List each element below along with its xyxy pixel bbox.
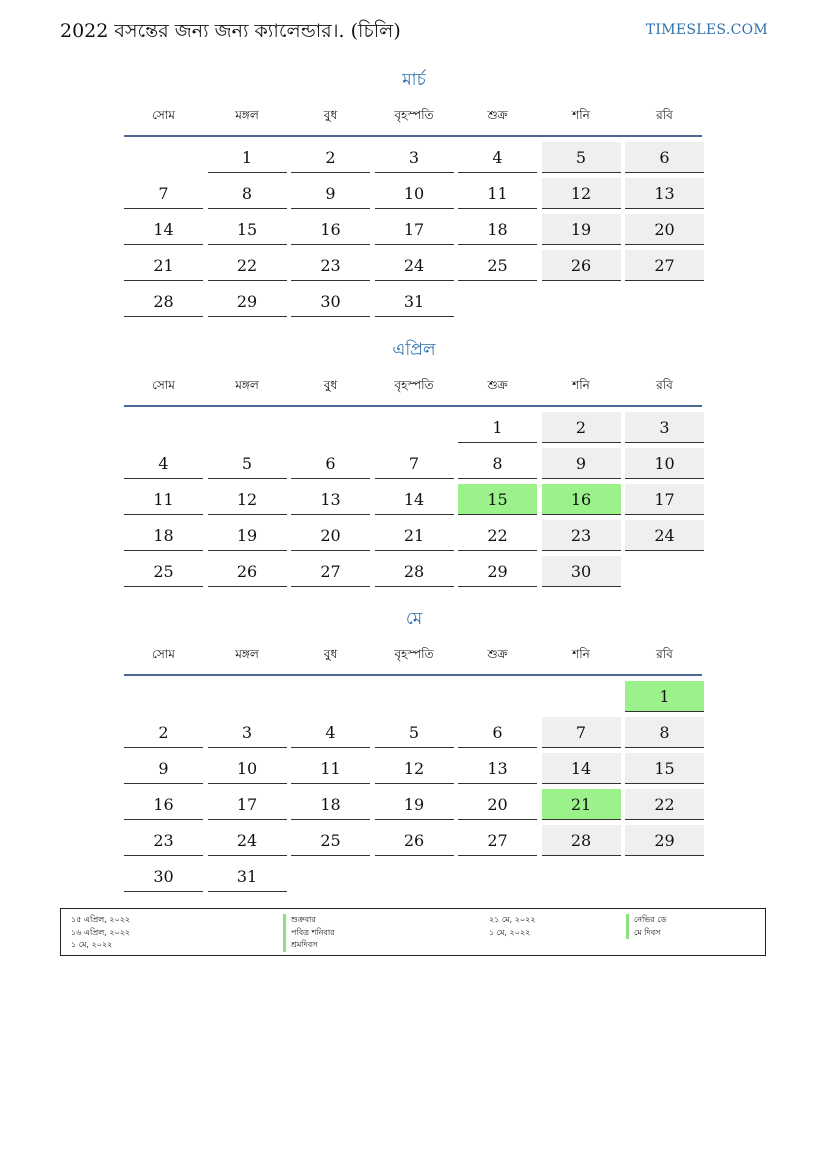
day-cell: 3 xyxy=(375,142,454,173)
day-cell: 4 xyxy=(458,142,537,173)
weekday-label: শনি xyxy=(572,378,590,392)
empty-cell xyxy=(124,142,203,173)
day-cell: 14 xyxy=(542,753,621,784)
day-cell: 13 xyxy=(625,178,704,209)
month-may xyxy=(124,605,704,892)
legend-holiday-name: নেভির ডে xyxy=(626,914,666,927)
header-rule xyxy=(124,135,702,137)
empty-cell xyxy=(124,412,203,443)
holiday-day-cell: 16 xyxy=(542,484,621,515)
weekday-label: মঙ্গল xyxy=(235,108,259,122)
day-cell: 24 xyxy=(208,825,287,856)
day-cell: 20 xyxy=(625,214,704,245)
weekday-label: রবি xyxy=(656,108,673,122)
day-cell: 17 xyxy=(625,484,704,515)
legend-date: ১ মে, ২০২২ xyxy=(71,940,113,949)
legend-holiday-name: মে দিবস xyxy=(626,927,666,940)
day-cell: 29 xyxy=(208,286,287,317)
day-cell: 5 xyxy=(375,717,454,748)
weekday-label: শনি xyxy=(572,647,590,661)
day-cell: 14 xyxy=(375,484,454,515)
holiday-legend xyxy=(60,908,766,956)
day-cell: 31 xyxy=(208,861,287,892)
legend-date: ২১ মে, ২০২২ xyxy=(489,915,536,924)
day-cell: 17 xyxy=(375,214,454,245)
day-cell: 22 xyxy=(625,789,704,820)
weekday-header xyxy=(124,639,704,669)
weekday-label: শনি xyxy=(572,108,590,122)
day-cell: 21 xyxy=(375,520,454,551)
empty-cell xyxy=(458,681,537,712)
empty-cell xyxy=(542,681,621,712)
weekday-label: বুধ xyxy=(323,647,338,661)
day-cell: 2 xyxy=(291,142,370,173)
day-cell: 1 xyxy=(208,142,287,173)
header-rule xyxy=(124,674,702,676)
day-cell: 23 xyxy=(124,825,203,856)
day-grid xyxy=(124,142,704,317)
day-cell: 10 xyxy=(208,753,287,784)
weekday-label: মঙ্গল xyxy=(235,647,259,661)
day-cell: 31 xyxy=(375,286,454,317)
day-cell: 3 xyxy=(208,717,287,748)
day-cell: 20 xyxy=(458,789,537,820)
holiday-day-cell: 15 xyxy=(458,484,537,515)
day-cell: 24 xyxy=(375,250,454,281)
day-cell: 21 xyxy=(124,250,203,281)
empty-cell xyxy=(375,412,454,443)
empty-cell xyxy=(124,681,203,712)
day-cell: 6 xyxy=(458,717,537,748)
day-cell: 28 xyxy=(375,556,454,587)
header-rule xyxy=(124,405,702,407)
day-cell: 12 xyxy=(542,178,621,209)
day-cell: 9 xyxy=(124,753,203,784)
day-cell: 25 xyxy=(458,250,537,281)
day-cell: 4 xyxy=(291,717,370,748)
weekday-label: বুধ xyxy=(323,378,338,392)
day-cell: 27 xyxy=(625,250,704,281)
legend-dates-right xyxy=(489,914,536,939)
day-cell: 26 xyxy=(208,556,287,587)
weekday-label: সোম xyxy=(152,108,175,122)
day-cell: 20 xyxy=(291,520,370,551)
month-title: মার্চ xyxy=(402,70,426,90)
day-cell: 4 xyxy=(124,448,203,479)
legend-names-right xyxy=(626,914,666,939)
weekday-label: শুক্র xyxy=(487,647,508,661)
day-cell: 11 xyxy=(124,484,203,515)
day-cell: 27 xyxy=(291,556,370,587)
legend-dates-left xyxy=(71,914,130,952)
month-march xyxy=(124,66,704,317)
weekday-header xyxy=(124,370,704,400)
day-cell: 19 xyxy=(542,214,621,245)
day-cell: 8 xyxy=(458,448,537,479)
day-cell: 13 xyxy=(458,753,537,784)
day-cell: 23 xyxy=(542,520,621,551)
day-cell: 25 xyxy=(124,556,203,587)
month-title: এপ্রিল xyxy=(392,340,436,360)
day-cell: 11 xyxy=(458,178,537,209)
empty-cell xyxy=(208,681,287,712)
day-cell: 8 xyxy=(625,717,704,748)
day-cell: 8 xyxy=(208,178,287,209)
day-cell: 30 xyxy=(291,286,370,317)
weekday-label: সোম xyxy=(152,378,175,392)
day-cell: 25 xyxy=(291,825,370,856)
day-cell: 19 xyxy=(208,520,287,551)
day-cell: 24 xyxy=(625,520,704,551)
day-cell: 30 xyxy=(542,556,621,587)
day-cell: 18 xyxy=(291,789,370,820)
day-cell: 3 xyxy=(625,412,704,443)
day-cell: 18 xyxy=(458,214,537,245)
day-cell: 28 xyxy=(124,286,203,317)
weekday-label: বৃহস্পতি xyxy=(394,647,434,661)
weekday-label: সোম xyxy=(152,647,175,661)
weekday-label: বৃহস্পতি xyxy=(394,378,434,392)
day-cell: 27 xyxy=(458,825,537,856)
day-cell: 18 xyxy=(124,520,203,551)
weekday-label: বুধ xyxy=(323,108,338,122)
day-cell: 6 xyxy=(291,448,370,479)
page-header xyxy=(60,18,768,48)
day-cell: 9 xyxy=(291,178,370,209)
day-cell: 19 xyxy=(375,789,454,820)
day-cell: 11 xyxy=(291,753,370,784)
day-cell: 7 xyxy=(124,178,203,209)
day-cell: 26 xyxy=(542,250,621,281)
day-cell: 12 xyxy=(208,484,287,515)
weekday-label: রবি xyxy=(656,647,673,661)
day-cell: 10 xyxy=(625,448,704,479)
day-cell: 13 xyxy=(291,484,370,515)
day-cell: 29 xyxy=(625,825,704,856)
day-cell: 26 xyxy=(375,825,454,856)
legend-holiday-name: পবিত্র শনিবার xyxy=(283,927,335,940)
day-cell: 16 xyxy=(124,789,203,820)
day-cell: 22 xyxy=(208,250,287,281)
weekday-label: রবি xyxy=(656,378,673,392)
day-cell: 10 xyxy=(375,178,454,209)
legend-date: ১ মে, ২০২২ xyxy=(489,927,531,937)
day-cell: 29 xyxy=(458,556,537,587)
month-title: মে xyxy=(405,609,423,629)
site-link[interactable]: TIMESLES.COM xyxy=(645,22,768,38)
legend-names-left xyxy=(283,914,335,952)
day-cell: 15 xyxy=(625,753,704,784)
day-cell: 22 xyxy=(458,520,537,551)
weekday-label: শুক্র xyxy=(487,378,508,392)
day-cell: 14 xyxy=(124,214,203,245)
day-grid xyxy=(124,412,704,587)
day-cell: 28 xyxy=(542,825,621,856)
page-title: 2022 বসন্তের জন্য জন্য ক্যালেন্ডার।. (চিলি) xyxy=(60,20,401,42)
empty-cell xyxy=(375,681,454,712)
day-cell: 1 xyxy=(458,412,537,443)
holiday-day-cell: 21 xyxy=(542,789,621,820)
legend-holiday-name: শুক্রবার xyxy=(283,914,335,927)
legend-date: ১৫ এপ্রিল, ২০২২ xyxy=(71,915,131,924)
empty-cell xyxy=(291,412,370,443)
legend-holiday-name: শ্রমদিবস xyxy=(283,939,335,952)
day-grid xyxy=(124,681,704,892)
day-cell: 5 xyxy=(208,448,287,479)
legend-date: ১৬ এপ্রিল, ২০২২ xyxy=(71,927,131,937)
day-cell: 30 xyxy=(124,861,203,892)
empty-cell xyxy=(208,412,287,443)
day-cell: 6 xyxy=(625,142,704,173)
day-cell: 16 xyxy=(291,214,370,245)
holiday-day-cell: 1 xyxy=(625,681,704,712)
empty-cell xyxy=(291,681,370,712)
weekday-label: বৃহস্পতি xyxy=(394,108,434,122)
weekday-header xyxy=(124,100,704,130)
day-cell: 9 xyxy=(542,448,621,479)
day-cell: 15 xyxy=(208,214,287,245)
day-cell: 17 xyxy=(208,789,287,820)
day-cell: 5 xyxy=(542,142,621,173)
day-cell: 12 xyxy=(375,753,454,784)
day-cell: 23 xyxy=(291,250,370,281)
day-cell: 7 xyxy=(375,448,454,479)
month-april xyxy=(124,336,704,587)
day-cell: 2 xyxy=(542,412,621,443)
day-cell: 7 xyxy=(542,717,621,748)
weekday-label: শুক্র xyxy=(487,108,508,122)
weekday-label: মঙ্গল xyxy=(235,378,259,392)
day-cell: 2 xyxy=(124,717,203,748)
